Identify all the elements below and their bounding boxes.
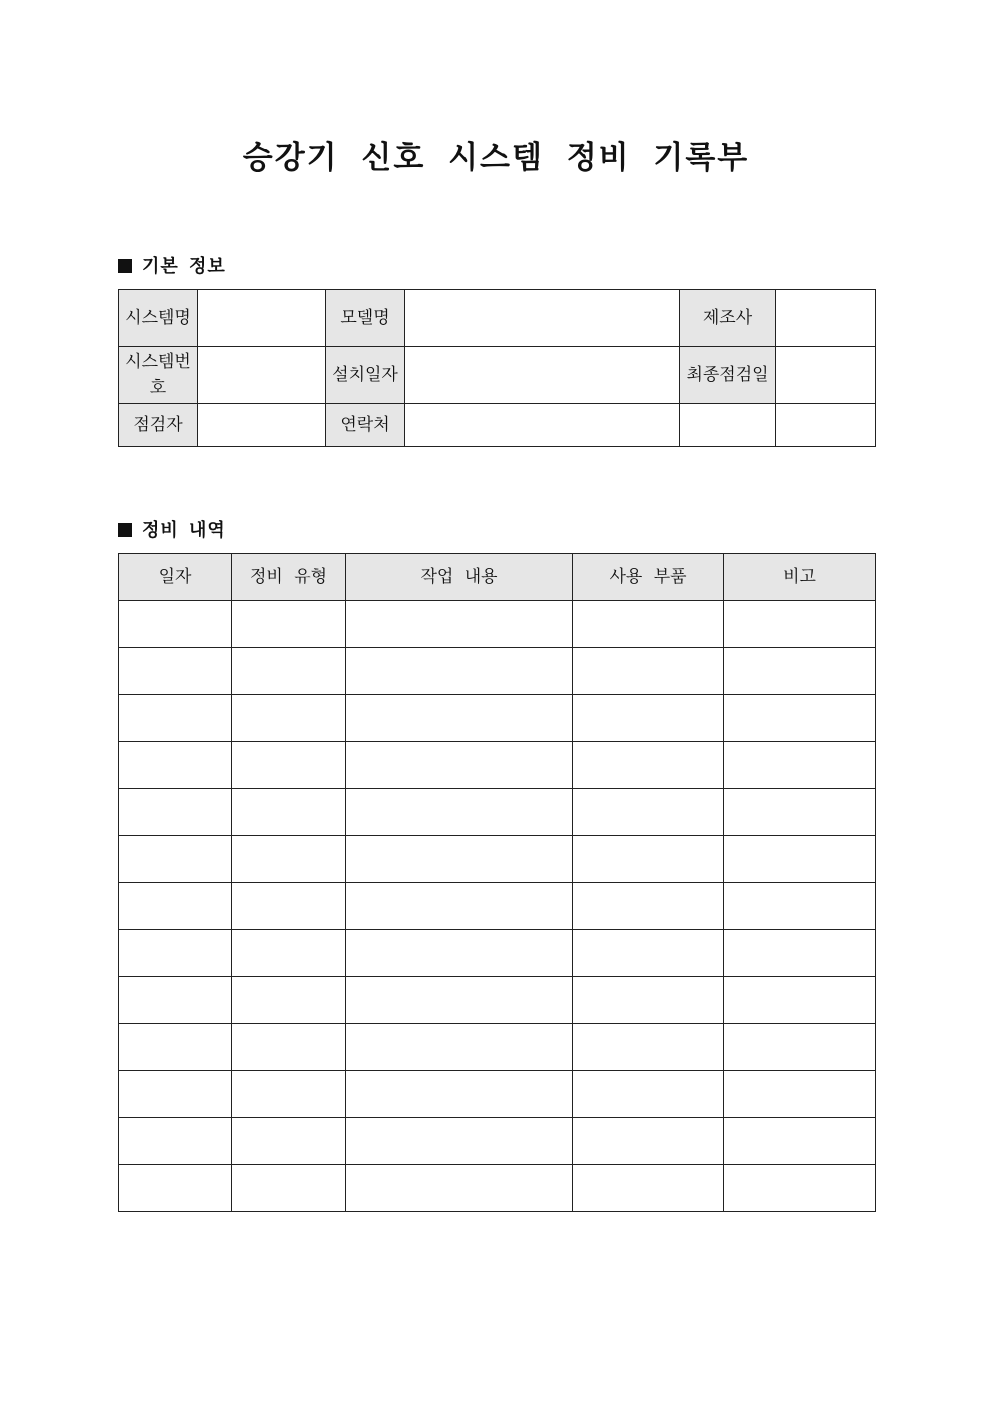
work-cell[interactable] [346,836,573,883]
table-row [119,836,876,883]
table-row [119,883,876,930]
work-cell[interactable] [346,977,573,1024]
square-bullet-icon [118,259,132,273]
remarks-cell[interactable] [724,977,876,1024]
work-cell[interactable] [346,1071,573,1118]
system-name-field[interactable] [198,290,326,347]
parts-cell[interactable] [573,648,724,695]
type-cell[interactable] [232,977,346,1024]
type-cell[interactable] [232,601,346,648]
remarks-cell[interactable] [724,601,876,648]
remarks-cell[interactable] [724,648,876,695]
info-row [119,404,876,447]
type-cell[interactable] [232,1024,346,1071]
remarks-cell[interactable] [724,836,876,883]
parts-cell[interactable] [573,789,724,836]
date-cell[interactable] [119,695,232,742]
info-label: 모델명 [326,290,405,347]
table-row [119,789,876,836]
basic-info-heading [118,252,226,278]
date-cell[interactable] [119,1118,232,1165]
parts-cell[interactable] [573,695,724,742]
work-cell[interactable] [346,742,573,789]
info-label: 최종점검일 [680,347,776,404]
column-header-date: 일자 [119,554,232,601]
work-cell[interactable] [346,789,573,836]
square-bullet-icon [118,523,132,537]
remarks-cell[interactable] [724,930,876,977]
blank-field[interactable] [680,404,776,447]
table-row [119,648,876,695]
column-header-parts: 사용 부품 [573,554,724,601]
remarks-cell[interactable] [724,742,876,789]
type-cell[interactable] [232,648,346,695]
parts-cell[interactable] [573,1165,724,1212]
maintenance-heading [118,516,226,542]
type-cell[interactable] [232,695,346,742]
table-row [119,1024,876,1071]
work-cell[interactable] [346,1118,573,1165]
type-cell[interactable] [232,930,346,977]
column-header-work: 작업 내용 [346,554,573,601]
parts-cell[interactable] [573,930,724,977]
remarks-cell[interactable] [724,1118,876,1165]
info-label: 연락처 [326,404,405,447]
type-cell[interactable] [232,836,346,883]
parts-cell[interactable] [573,836,724,883]
info-row [119,290,876,347]
type-cell[interactable] [232,742,346,789]
remarks-cell[interactable] [724,1024,876,1071]
maintenance-log-table [118,553,876,1212]
table-row [119,930,876,977]
type-cell[interactable] [232,883,346,930]
model-name-field[interactable] [405,290,680,347]
inspector-field[interactable] [198,404,326,447]
date-cell[interactable] [119,1071,232,1118]
date-cell[interactable] [119,1024,232,1071]
date-cell[interactable] [119,1165,232,1212]
manufacturer-field[interactable] [776,290,876,347]
maintenance-heading-text: 정비 내역 [142,520,226,541]
work-cell[interactable] [346,883,573,930]
parts-cell[interactable] [573,1024,724,1071]
info-label: 설치일자 [326,347,405,404]
last-inspection-date-field[interactable] [776,347,876,404]
header-row [119,554,876,601]
date-cell[interactable] [119,789,232,836]
type-cell[interactable] [232,1071,346,1118]
work-cell[interactable] [346,695,573,742]
remarks-cell[interactable] [724,789,876,836]
work-cell[interactable] [346,601,573,648]
parts-cell[interactable] [573,1071,724,1118]
table-row [119,1165,876,1212]
date-cell[interactable] [119,836,232,883]
date-cell[interactable] [119,648,232,695]
basic-info-table [118,289,876,447]
remarks-cell[interactable] [724,1071,876,1118]
remarks-cell[interactable] [724,1165,876,1212]
type-cell[interactable] [232,1118,346,1165]
install-date-field[interactable] [405,347,680,404]
info-label: 시스템번호 [119,347,198,404]
basic-info-heading-text: 기본 정보 [142,256,226,277]
parts-cell[interactable] [573,977,724,1024]
column-header-type: 정비 유형 [232,554,346,601]
column-header-remarks: 비고 [724,554,876,601]
date-cell[interactable] [119,977,232,1024]
parts-cell[interactable] [573,742,724,789]
info-label: 점검자 [119,404,198,447]
info-label: 제조사 [680,290,776,347]
work-cell[interactable] [346,1024,573,1071]
parts-cell[interactable] [573,601,724,648]
date-cell[interactable] [119,930,232,977]
remarks-cell[interactable] [724,695,876,742]
date-cell[interactable] [119,742,232,789]
info-label: 시스템명 [119,290,198,347]
table-row [119,601,876,648]
table-row [119,1071,876,1118]
table-row [119,1118,876,1165]
date-cell[interactable] [119,601,232,648]
type-cell[interactable] [232,1165,346,1212]
table-row [119,977,876,1024]
system-number-field[interactable] [198,347,326,404]
parts-cell[interactable] [573,1118,724,1165]
work-cell[interactable] [346,930,573,977]
work-cell[interactable] [346,1165,573,1212]
document-title: 승강기 신호 시스템 정비 기록부 [242,140,750,176]
table-row [119,695,876,742]
remarks-cell[interactable] [724,883,876,930]
blank-field[interactable] [776,404,876,447]
contact-field[interactable] [405,404,680,447]
info-row [119,347,876,404]
date-cell[interactable] [119,883,232,930]
maintenance-log-body [119,601,876,1212]
parts-cell[interactable] [573,883,724,930]
work-cell[interactable] [346,648,573,695]
table-row [119,742,876,789]
type-cell[interactable] [232,789,346,836]
